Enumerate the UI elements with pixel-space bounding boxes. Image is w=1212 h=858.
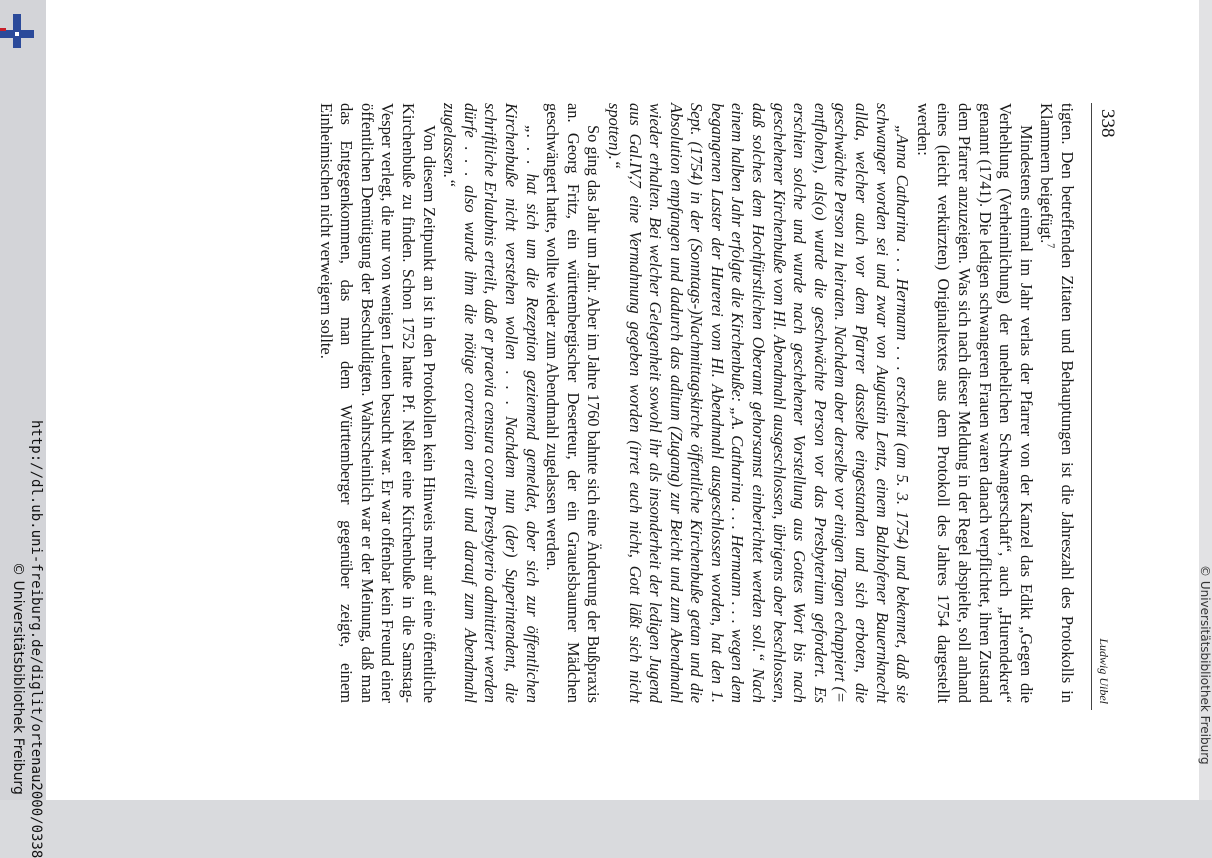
page-header xyxy=(1091,103,1118,710)
running-head-author: Ludwig Uibel xyxy=(1097,638,1111,704)
body-text xyxy=(315,103,1077,703)
page-content xyxy=(108,103,1118,753)
paragraph: Mindestens einmal im Jahr verlas der Pfarrer von der Kanzel das Edikt „Gegen die Verhehlung (Verheimlichung) der unehelichen Schwangerschaft“, auch „Hurendekret“ genannt (1741). Die ledigen schwangeren Frauen waren danach verpflichtet, ihren Zustand dem Pfarrer anzuzeigen. Was sich nach dieser Meldung in der Regel abspielte, soll anhand eines (leicht verkürzten) Originaltextes aus dem Protokoll des Jahres 1754 dargestellt werden: xyxy=(913,103,1036,703)
footnote-marker: 7 xyxy=(1044,243,1056,249)
copyright-notice: © Universitätsbibliothek Freiburg xyxy=(10,562,26,795)
paragraph: tigten. Den betreffenden Zitaten und Behauptungen ist die Jahreszahl des Protokolls in Klammern beigefügt.$^7$ xyxy=(1037,103,1077,703)
paragraph: Von diesem Zeitpunkt an ist in den Protokollen kein Hinweis mehr auf eine öffentliche Kirchenbuße zu finden. Schon 1752 hatte Pf. Neßler eine Kirchenbuße in die Samstag-Vesper verlegt, die nur von wenigen Leuten besucht war. Er war offenbar kein Freund einer öffentlichen Demütigung der Beschuldigten. Wahrscheinlich war er der Meinung, daß man das Entgegenkommen, das man dem Württemberger gegenüber zeigte, einem Einheimischen nicht verweigern sollte. xyxy=(316,103,439,703)
paragraph: So ging das Jahr um Jahr. Aber im Jahre 1760 bahnte sich eine Änderung der Bußpraxis an. Georg Fritz, ein württembergischer Deserteur, der ein Grauelsbaumer Mädchen geschwängert hatte, wollte wieder zum Abendmahl zugelassen werden. xyxy=(543,103,604,703)
page-number: 338 xyxy=(1097,109,1118,138)
paragraph: „. . . hat sich um die Rezeption geziemend gemeldet, aber sich zur öffentlichen Kirchenbuße nicht verstehen wollen . . . Nachdem nun (der) Superintendent, die schriftliche Erlaubnis erteilt, daß er praevia censura coram Presbyterio admittiert werden dürfe . . . also wurde ihm die nötige correction erteilt und darauf zum Abendmahl zugelassen.“ xyxy=(440,103,542,703)
right-edge-copyright: © Universitätsbibliothek Freiburg xyxy=(1198,565,1212,765)
paragraph: „Anna Catharina . . . Hermann . . . erscheint (am 5. 3. 1754) und bekennet, daß sie schwanger worden sei und zwar von Augustin Lentz, einem Balzhofener Bauernknecht allda, welcher auch vor dem Pfarrer dasselbe eingestanden und sich erboten, die geschwächte Person zu heiraten. Nachdem aber derselbe vor einigen Tagen echappiert (= entflohen), als(o) wurde die geschwächte Person vor das Presbyterium gefordert. Es erschien solche und wurde nach geschehener Vorstellung aus Gottes Wort bis nach geschehener Kirchenbuße vom Hl. Abendmahl ausgeschlossen, übrigens aber beschlossen, daß solches dem Hochfürstlichen Oberamt gehorsamst einberichtet werden soll.“ Nach einem halben Jahr erfolgte die Kirchenbuße: „A. Catharina . . . Hermann . . . wegen dem begangenen Laster der Hurerei vom Hl. Abendmahl ausgeschlossen worden, hat den 1. Sept. (1754) in der (Sonntags-)Nachmittagskirche öffentliche Kirchenbuße getan und die Absolution empfangen und dadurch das aditum (Zugang) zur Beicht und zum Abendmahl wieder erhalten. Bei welcher Gelegenheit sowohl ihr als insonderheit der ledigen Jugend aus Gal.IV,7 eine Vermahnung gegeben worden (irret euch nicht, Gott läßt sich nicht spotten).“ xyxy=(604,103,913,703)
scan-marker-left xyxy=(0,14,40,54)
source-url[interactable]: http://dl.ub.uni-freiburg.de/diglit/ortenau2000/0338 xyxy=(28,420,44,858)
